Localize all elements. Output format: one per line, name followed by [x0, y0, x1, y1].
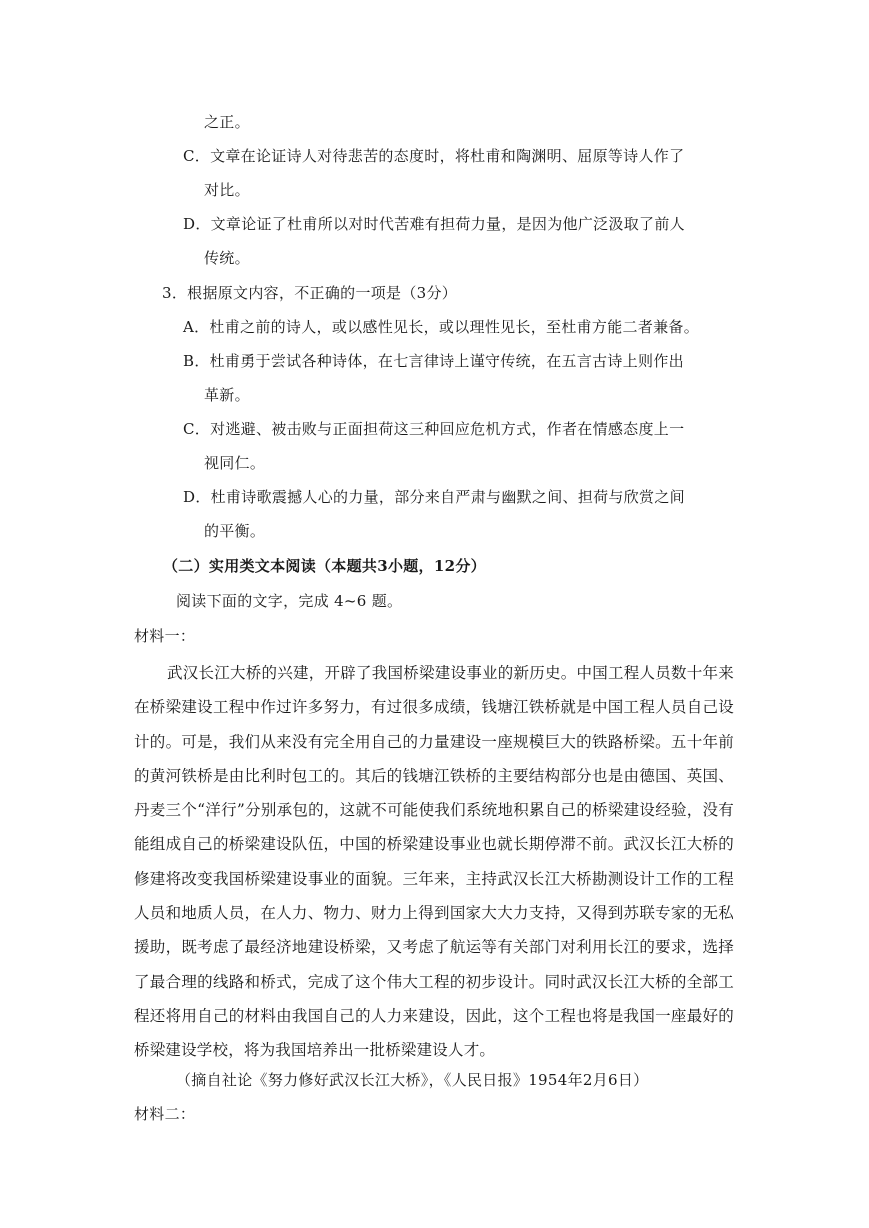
- q2-option-c-line2: 对比。: [204, 181, 250, 199]
- material1-source: （摘自社论《努力修好武汉长江大桥》，《人民日报》1954年2月6日）: [176, 1071, 649, 1089]
- material1-label: 材料一：: [134, 627, 196, 645]
- q2-option-b-tail: 之正。: [204, 113, 250, 131]
- q2-option-d-line2: 传统。: [204, 249, 250, 267]
- q3-option-b-line2: 革新。: [204, 386, 250, 404]
- material2-label: 材料二：: [134, 1105, 196, 1123]
- q3-option-b-line1: B．杜甫勇于尝试各种诗体，在七言律诗上谨守传统，在五言古诗上则作出: [183, 352, 684, 370]
- q2-option-c-line1: C．文章在论证诗人对待悲苦的态度时，将杜甫和陶渊明、屈原等诗人作了: [183, 147, 685, 165]
- q3-option-c-line1: C．对逃避、被击败与正面担荷这三种回应危机方式，作者在情感态度上一: [183, 420, 685, 438]
- q3-stem: 3．根据原文内容，不正确的一项是（3分）: [162, 284, 458, 302]
- material1-text: 武汉长江大桥的兴建，开辟了我国桥梁建设事业的新历史。中国工程人员数十年来在桥梁建设工程中作过许多努力，有过很多成绩，钱塘江铁桥就是中国工程人员自己设计的。可是，我们从来没有完全用自己的力量建设一座规模巨大的铁路桥梁。五十年前的黄河铁桥是由比利时包工的。其后的钱塘江铁桥的主要结构部分也是由德国、英国、丹麦三个“洋行”分别承包的，这就不可能使我们系统地积累自己的桥梁建设经验，没有能组成自己的桥梁建设队伍，中国的桥梁建设事业也就长期停滞不前。武汉长江大桥的修建将改变我国桥梁建设事业的面貌。三年来，主持武汉长江大桥勘测设计工作的工程人员和地质人员，在人力、物力、财力上得到国家大大力支持，又得到苏联专家的无私援助，既考虑了最经济地建设桥梁，又考虑了航运等有关部门对利用长江的要求，选择了最合理的线路和桥式，完成了这个伟大工程的初步设计。同时武汉长江大桥的全部工程还将用自己的材料由我国自己的人力来建设，因此，这个工程也将是我国一座最好的桥梁建设学校，将为我国培养出一批桥梁建设人才。: [134, 664, 734, 1060]
- section-heading: （二）实用类文本阅读（本题共3小题，12分）: [163, 557, 486, 575]
- q3-option-d-line2: 的平衡。: [204, 522, 266, 540]
- q3-option-c-line2: 视同仁。: [204, 454, 266, 472]
- reading-instruction: 阅读下面的文字，完成 4~6 题。: [176, 592, 403, 610]
- q3-option-d-line1: D．杜甫诗歌震撼人心的力量，部分来自严肃与幽默之间、担荷与欣赏之间: [183, 488, 685, 506]
- material1-body: [134, 656, 734, 1068]
- q2-option-d-line1: D．文章论证了杜甫所以对时代苦难有担荷力量，是因为他广泛汲取了前人: [183, 215, 685, 233]
- q3-option-a: A．杜甫之前的诗人，或以感性见长，或以理性见长，至杜甫方能二者兼备。: [183, 318, 700, 336]
